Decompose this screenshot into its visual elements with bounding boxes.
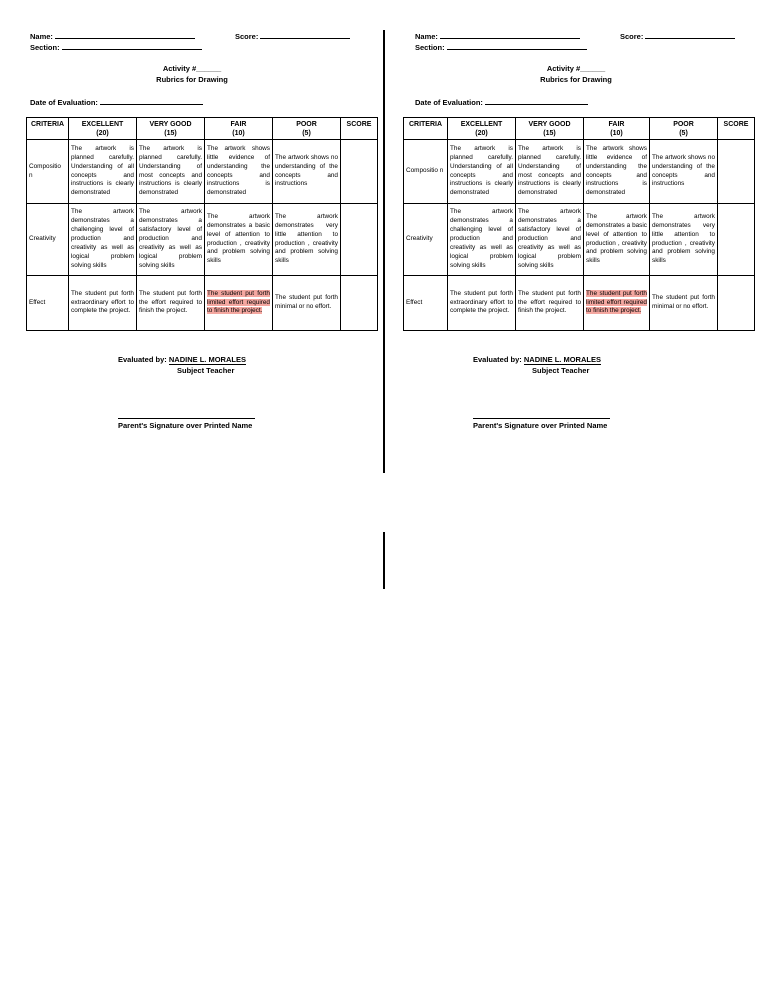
score-cell[interactable] xyxy=(341,204,378,276)
header-criteria: CRITERIA xyxy=(404,118,448,140)
date-line[interactable] xyxy=(485,97,588,105)
score-cell[interactable] xyxy=(718,140,755,204)
rubric-table xyxy=(26,117,378,331)
section-label: Section: xyxy=(415,43,445,52)
rubric-sheet-left xyxy=(0,0,384,470)
verygood-cell: The artwork demonstrates a satisfactory level of production and creativity as well as logical problem solving skills xyxy=(137,204,205,276)
score-cell[interactable] xyxy=(341,276,378,331)
fair-cell: The artwork demonstrates a basic level of attention to production , creativity and problem solving skills xyxy=(205,204,273,276)
fair-cell: The artwork demonstrates a basic level of attention to production , creativity and problem solving skills xyxy=(584,204,650,276)
table-row-composition xyxy=(404,140,755,204)
table-row-creativity xyxy=(404,204,755,276)
section-label: Section: xyxy=(30,43,60,52)
fair-cell-highlighted xyxy=(584,276,650,331)
header-excellent: EXCELLENT (20) xyxy=(69,118,137,140)
verygood-cell: The student put forth the effort required to finish the project. xyxy=(137,276,205,331)
section-field xyxy=(30,42,202,52)
header-fair: FAIR (10) xyxy=(205,118,273,140)
criteria-cell: Creativity xyxy=(27,204,69,276)
parent-signature-label: Parent's Signature over Printed Name xyxy=(473,421,608,430)
rubric-sheet-right xyxy=(384,0,768,470)
evaluated-by xyxy=(118,355,246,364)
date-field xyxy=(415,97,588,107)
score-field xyxy=(235,31,350,41)
criteria-cell: Compositio n xyxy=(27,140,69,204)
table-header-row xyxy=(404,118,755,140)
header-poor: POOR (5) xyxy=(650,118,718,140)
section-line[interactable] xyxy=(62,42,202,50)
teacher-title: Subject Teacher xyxy=(177,366,235,375)
table-header-row xyxy=(27,118,378,140)
score-line[interactable] xyxy=(260,31,350,39)
name-label: Name: xyxy=(415,32,438,41)
evaluated-by xyxy=(473,355,601,364)
section-field xyxy=(415,42,587,52)
excellent-cell: The artwork is planned carefully. Understanding of all concepts and instructions is clearly demonstrated xyxy=(448,140,516,204)
table-row-effect xyxy=(27,276,378,331)
fair-cell: The artwork shows little evidence of understanding the concepts and instructions is demonstrated xyxy=(205,140,273,204)
rubric-title: Rubrics for Drawing xyxy=(540,75,612,84)
activity-number: Activity #______ xyxy=(162,64,222,73)
poor-cell: The artwork demonstrates very little attention to production , creativity and problem solving skills xyxy=(650,204,718,276)
date-field xyxy=(30,97,203,107)
verygood-cell: The artwork is planned carefully. Understanding of most concepts and instructions is clearly demonstrated xyxy=(137,140,205,204)
score-field xyxy=(620,31,735,41)
header-criteria: CRITERIA xyxy=(27,118,69,140)
verygood-cell: The student put forth the effort required to finish the project. xyxy=(516,276,584,331)
name-label: Name: xyxy=(30,32,53,41)
fair-highlight-text: The student put forth limited effort required to finish the project. xyxy=(586,289,647,315)
name-line[interactable] xyxy=(440,31,580,39)
score-cell[interactable] xyxy=(718,276,755,331)
header-excellent: EXCELLENT (20) xyxy=(448,118,516,140)
fair-cell-highlighted xyxy=(205,276,273,331)
verygood-cell: The artwork demonstrates a satisfactory level of production and creativity as well as logical problem solving skills xyxy=(516,204,584,276)
poor-cell: The artwork demonstrates very little attention to production , creativity and problem solving skills xyxy=(273,204,341,276)
header-score: SCORE xyxy=(341,118,378,140)
fair-highlight-text: The student put forth limited effort required to finish the project. xyxy=(207,289,270,315)
criteria-cell: Creativity xyxy=(404,204,448,276)
header-verygood: VERY GOOD (15) xyxy=(516,118,584,140)
poor-cell: The artwork shows no understanding of the concepts and instructions xyxy=(273,140,341,204)
criteria-cell: Compositio n xyxy=(404,140,448,204)
header-poor: POOR (5) xyxy=(273,118,341,140)
table-row-creativity xyxy=(27,204,378,276)
rubric-table xyxy=(403,117,755,331)
score-label: Score: xyxy=(235,32,259,41)
excellent-cell: The student put forth extraordinary effort to complete the project. xyxy=(69,276,137,331)
teacher-name: NADINE L. MORALES xyxy=(523,355,601,364)
excellent-cell: The artwork demonstrates a challenging level of production and creativity as well as logical problem solving skills xyxy=(448,204,516,276)
criteria-cell: Effect xyxy=(404,276,448,331)
header-score: SCORE xyxy=(718,118,755,140)
score-cell[interactable] xyxy=(718,204,755,276)
criteria-cell: Effect xyxy=(27,276,69,331)
poor-cell: The student put forth minimal or no effort. xyxy=(273,276,341,331)
header-fair: FAIR (10) xyxy=(584,118,650,140)
table-row-effect xyxy=(404,276,755,331)
date-label: Date of Evaluation: xyxy=(30,98,98,107)
score-cell[interactable] xyxy=(341,140,378,204)
rubric-title: Rubrics for Drawing xyxy=(156,75,228,84)
evaluated-by-label: Evaluated by: xyxy=(118,355,167,364)
activity-number: Activity #______ xyxy=(546,64,606,73)
teacher-name: NADINE L. MORALES xyxy=(168,355,246,364)
poor-cell: The student put forth minimal or no effort. xyxy=(650,276,718,331)
evaluated-by-label: Evaluated by: xyxy=(473,355,522,364)
date-label: Date of Evaluation: xyxy=(415,98,483,107)
score-label: Score: xyxy=(620,32,644,41)
name-field xyxy=(415,31,580,41)
parent-signature-label: Parent's Signature over Printed Name xyxy=(118,421,253,430)
table-row-composition xyxy=(27,140,378,204)
page-divider-lower xyxy=(383,532,385,589)
fair-cell: The artwork shows little evidence of understanding the concepts and instructions is demonstrated xyxy=(584,140,650,204)
score-line[interactable] xyxy=(645,31,735,39)
parent-signature-line[interactable] xyxy=(118,418,255,419)
date-line[interactable] xyxy=(100,97,203,105)
poor-cell: The artwork shows no understanding of the concepts and instructions xyxy=(650,140,718,204)
name-line[interactable] xyxy=(55,31,195,39)
section-line[interactable] xyxy=(447,42,587,50)
teacher-title: Subject Teacher xyxy=(532,366,590,375)
header-verygood: VERY GOOD (15) xyxy=(137,118,205,140)
excellent-cell: The artwork demonstrates a challenging level of production and creativity as well as logical problem solving skills xyxy=(69,204,137,276)
excellent-cell: The artwork is planned carefully. Understanding of all concepts and instructions is clearly demonstrated xyxy=(69,140,137,204)
name-field xyxy=(30,31,195,41)
parent-signature-line[interactable] xyxy=(473,418,610,419)
excellent-cell: The student put forth extraordinary effort to complete the project. xyxy=(448,276,516,331)
verygood-cell: The artwork is planned carefully. Understanding of most concepts and instructions is clearly demonstrated xyxy=(516,140,584,204)
